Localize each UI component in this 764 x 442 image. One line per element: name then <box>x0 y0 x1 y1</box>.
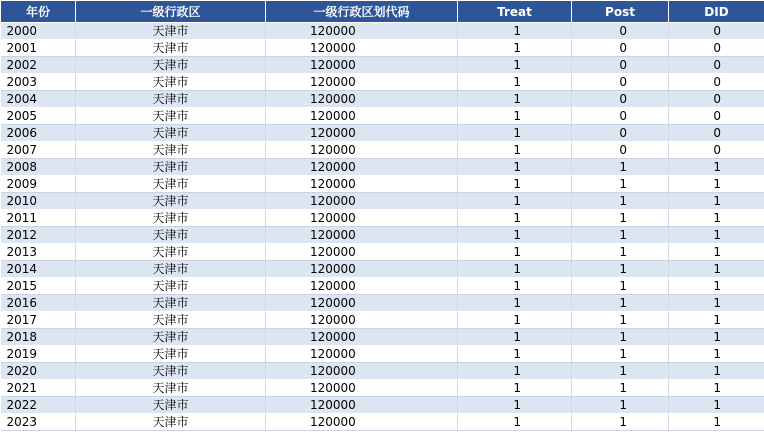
header-treat[interactable]: Treat <box>458 1 572 23</box>
cell-region-code[interactable]: 120000 <box>266 91 458 108</box>
cell-region[interactable]: 天津市 <box>76 193 266 210</box>
cell-did[interactable]: 0 <box>669 108 764 125</box>
cell-region[interactable]: 天津市 <box>76 278 266 295</box>
cell-post[interactable]: 1 <box>572 210 669 227</box>
cell-treat[interactable]: 1 <box>458 261 572 278</box>
cell-treat[interactable]: 1 <box>458 23 572 40</box>
cell-post[interactable]: 1 <box>572 295 669 312</box>
cell-post[interactable]: 0 <box>572 142 669 159</box>
cell-year[interactable]: 2014 <box>1 261 76 278</box>
cell-year[interactable]: 2009 <box>1 176 76 193</box>
cell-treat[interactable]: 1 <box>458 193 572 210</box>
cell-treat[interactable]: 1 <box>458 329 572 346</box>
cell-region[interactable]: 天津市 <box>76 57 266 74</box>
cell-region-code[interactable]: 120000 <box>266 125 458 142</box>
cell-did[interactable]: 0 <box>669 23 764 40</box>
cell-year[interactable]: 2013 <box>1 244 76 261</box>
cell-treat[interactable]: 1 <box>458 244 572 261</box>
cell-treat[interactable]: 1 <box>458 414 572 431</box>
cell-region[interactable]: 天津市 <box>76 397 266 414</box>
table-row <box>1 176 764 193</box>
cell-region[interactable]: 天津市 <box>76 261 266 278</box>
cell-region-code[interactable]: 120000 <box>266 159 458 176</box>
cell-region-code[interactable]: 120000 <box>266 329 458 346</box>
table-row <box>1 125 764 142</box>
cell-did[interactable]: 0 <box>669 125 764 142</box>
cell-region[interactable]: 天津市 <box>76 108 266 125</box>
cell-region-code[interactable]: 120000 <box>266 227 458 244</box>
cell-region[interactable]: 天津市 <box>76 159 266 176</box>
header-year[interactable]: 年份 <box>1 1 76 23</box>
cell-region-code[interactable]: 120000 <box>266 57 458 74</box>
cell-region-code[interactable]: 120000 <box>266 397 458 414</box>
cell-region[interactable]: 天津市 <box>76 74 266 91</box>
table-header <box>1 1 764 23</box>
cell-year[interactable]: 2001 <box>1 40 76 57</box>
table-row <box>1 397 764 414</box>
cell-treat[interactable]: 1 <box>458 346 572 363</box>
cell-did[interactable]: 1 <box>669 210 764 227</box>
cell-region-code[interactable]: 120000 <box>266 261 458 278</box>
cell-year[interactable]: 2020 <box>1 363 76 380</box>
cell-post[interactable]: 1 <box>572 414 669 431</box>
table-row <box>1 244 764 261</box>
cell-region[interactable]: 天津市 <box>76 312 266 329</box>
table-row <box>1 108 764 125</box>
table-row <box>1 363 764 380</box>
table-row <box>1 329 764 346</box>
table-row <box>1 193 764 210</box>
cell-did[interactable]: 1 <box>669 312 764 329</box>
cell-region[interactable]: 天津市 <box>76 142 266 159</box>
cell-post[interactable]: 1 <box>572 380 669 397</box>
cell-year[interactable]: 2016 <box>1 295 76 312</box>
cell-year[interactable]: 2004 <box>1 91 76 108</box>
cell-treat[interactable]: 1 <box>458 108 572 125</box>
table-row <box>1 278 764 295</box>
cell-region[interactable]: 天津市 <box>76 125 266 142</box>
cell-region[interactable]: 天津市 <box>76 176 266 193</box>
cell-year[interactable]: 2017 <box>1 312 76 329</box>
cell-year[interactable]: 2018 <box>1 329 76 346</box>
cell-did[interactable]: 1 <box>669 244 764 261</box>
header-region-code[interactable]: 一级行政区划代码 <box>266 1 458 23</box>
cell-did[interactable]: 1 <box>669 414 764 431</box>
cell-did[interactable]: 1 <box>669 295 764 312</box>
cell-did[interactable]: 1 <box>669 159 764 176</box>
cell-did[interactable]: 1 <box>669 261 764 278</box>
cell-region-code[interactable]: 120000 <box>266 74 458 91</box>
cell-post[interactable]: 1 <box>572 193 669 210</box>
cell-post[interactable]: 1 <box>572 278 669 295</box>
cell-did[interactable]: 0 <box>669 142 764 159</box>
cell-year[interactable]: 2019 <box>1 346 76 363</box>
table-row <box>1 91 764 108</box>
cell-post[interactable]: 1 <box>572 397 669 414</box>
cell-year[interactable]: 2008 <box>1 159 76 176</box>
cell-region[interactable]: 天津市 <box>76 91 266 108</box>
cell-year[interactable]: 2010 <box>1 193 76 210</box>
cell-post[interactable]: 1 <box>572 346 669 363</box>
table-row <box>1 312 764 329</box>
cell-did[interactable]: 1 <box>669 227 764 244</box>
cell-region[interactable]: 天津市 <box>76 227 266 244</box>
cell-post[interactable]: 0 <box>572 91 669 108</box>
cell-treat[interactable]: 1 <box>458 142 572 159</box>
cell-region[interactable]: 天津市 <box>76 295 266 312</box>
cell-year[interactable]: 2007 <box>1 142 76 159</box>
cell-region-code[interactable]: 120000 <box>266 244 458 261</box>
table-body <box>1 23 764 431</box>
cell-treat[interactable]: 1 <box>458 363 572 380</box>
table-row <box>1 346 764 363</box>
cell-region-code[interactable]: 120000 <box>266 210 458 227</box>
cell-year[interactable]: 2022 <box>1 397 76 414</box>
cell-region-code[interactable]: 120000 <box>266 40 458 57</box>
header-region[interactable]: 一级行政区 <box>76 1 266 23</box>
cell-post[interactable]: 1 <box>572 227 669 244</box>
header-did[interactable]: DID <box>669 1 764 23</box>
table-row <box>1 57 764 74</box>
table-row <box>1 295 764 312</box>
header-post[interactable]: Post <box>572 1 669 23</box>
cell-post[interactable]: 1 <box>572 261 669 278</box>
cell-region-code[interactable]: 120000 <box>266 23 458 40</box>
cell-treat[interactable]: 1 <box>458 125 572 142</box>
cell-treat[interactable]: 1 <box>458 159 572 176</box>
cell-year[interactable]: 2000 <box>1 23 76 40</box>
cell-region[interactable]: 天津市 <box>76 380 266 397</box>
cell-region-code[interactable]: 120000 <box>266 278 458 295</box>
cell-post[interactable]: 0 <box>572 23 669 40</box>
cell-did[interactable]: 0 <box>669 91 764 108</box>
table-row <box>1 74 764 91</box>
cell-post[interactable]: 1 <box>572 363 669 380</box>
cell-region-code[interactable]: 120000 <box>266 312 458 329</box>
cell-region[interactable]: 天津市 <box>76 414 266 431</box>
cell-post[interactable]: 1 <box>572 159 669 176</box>
cell-did[interactable]: 0 <box>669 57 764 74</box>
cell-did[interactable]: 1 <box>669 363 764 380</box>
table-row <box>1 159 764 176</box>
cell-region[interactable]: 天津市 <box>76 23 266 40</box>
cell-post[interactable]: 0 <box>572 57 669 74</box>
cell-treat[interactable]: 1 <box>458 312 572 329</box>
cell-treat[interactable]: 1 <box>458 380 572 397</box>
cell-did[interactable]: 1 <box>669 329 764 346</box>
table-row <box>1 40 764 57</box>
cell-region-code[interactable]: 120000 <box>266 142 458 159</box>
table-row <box>1 23 764 40</box>
table-row <box>1 261 764 278</box>
cell-treat[interactable]: 1 <box>458 91 572 108</box>
cell-region[interactable]: 天津市 <box>76 210 266 227</box>
table-row <box>1 142 764 159</box>
cell-did[interactable]: 1 <box>669 380 764 397</box>
cell-treat[interactable]: 1 <box>458 278 572 295</box>
cell-post[interactable]: 1 <box>572 312 669 329</box>
cell-year[interactable]: 2002 <box>1 57 76 74</box>
cell-post[interactable]: 0 <box>572 40 669 57</box>
table-row <box>1 380 764 397</box>
cell-year[interactable]: 2012 <box>1 227 76 244</box>
cell-did[interactable]: 1 <box>669 193 764 210</box>
cell-year[interactable]: 2005 <box>1 108 76 125</box>
cell-region-code[interactable]: 120000 <box>266 363 458 380</box>
table-row <box>1 227 764 244</box>
cell-post[interactable]: 0 <box>572 125 669 142</box>
cell-year[interactable]: 2021 <box>1 380 76 397</box>
cell-treat[interactable]: 1 <box>458 40 572 57</box>
table-row <box>1 210 764 227</box>
cell-post[interactable]: 1 <box>572 176 669 193</box>
cell-did[interactable]: 0 <box>669 74 764 91</box>
cell-region-code[interactable]: 120000 <box>266 176 458 193</box>
cell-region[interactable]: 天津市 <box>76 329 266 346</box>
cell-post[interactable]: 1 <box>572 244 669 261</box>
cell-post[interactable]: 0 <box>572 108 669 125</box>
cell-post[interactable]: 1 <box>572 329 669 346</box>
cell-region-code[interactable]: 120000 <box>266 414 458 431</box>
table-row <box>1 414 764 431</box>
cell-did[interactable]: 0 <box>669 40 764 57</box>
cell-region[interactable]: 天津市 <box>76 346 266 363</box>
cell-treat[interactable]: 1 <box>458 397 572 414</box>
cell-treat[interactable]: 1 <box>458 295 572 312</box>
cell-region-code[interactable]: 120000 <box>266 380 458 397</box>
cell-region-code[interactable]: 120000 <box>266 193 458 210</box>
header-row <box>1 1 764 23</box>
cell-region[interactable]: 天津市 <box>76 363 266 380</box>
cell-region-code[interactable]: 120000 <box>266 346 458 363</box>
cell-treat[interactable]: 1 <box>458 74 572 91</box>
cell-treat[interactable]: 1 <box>458 57 572 74</box>
cell-year[interactable]: 2011 <box>1 210 76 227</box>
cell-region[interactable]: 天津市 <box>76 40 266 57</box>
cell-did[interactable]: 1 <box>669 346 764 363</box>
cell-treat[interactable]: 1 <box>458 227 572 244</box>
cell-region-code[interactable]: 120000 <box>266 295 458 312</box>
cell-region[interactable]: 天津市 <box>76 244 266 261</box>
cell-year[interactable]: 2003 <box>1 74 76 91</box>
cell-did[interactable]: 1 <box>669 397 764 414</box>
cell-year[interactable]: 2006 <box>1 125 76 142</box>
cell-did[interactable]: 1 <box>669 278 764 295</box>
cell-did[interactable]: 1 <box>669 176 764 193</box>
cell-post[interactable]: 0 <box>572 74 669 91</box>
cell-year[interactable]: 2015 <box>1 278 76 295</box>
cell-year[interactable]: 2023 <box>1 414 76 431</box>
cell-region-code[interactable]: 120000 <box>266 108 458 125</box>
cell-treat[interactable]: 1 <box>458 210 572 227</box>
cell-treat[interactable]: 1 <box>458 176 572 193</box>
